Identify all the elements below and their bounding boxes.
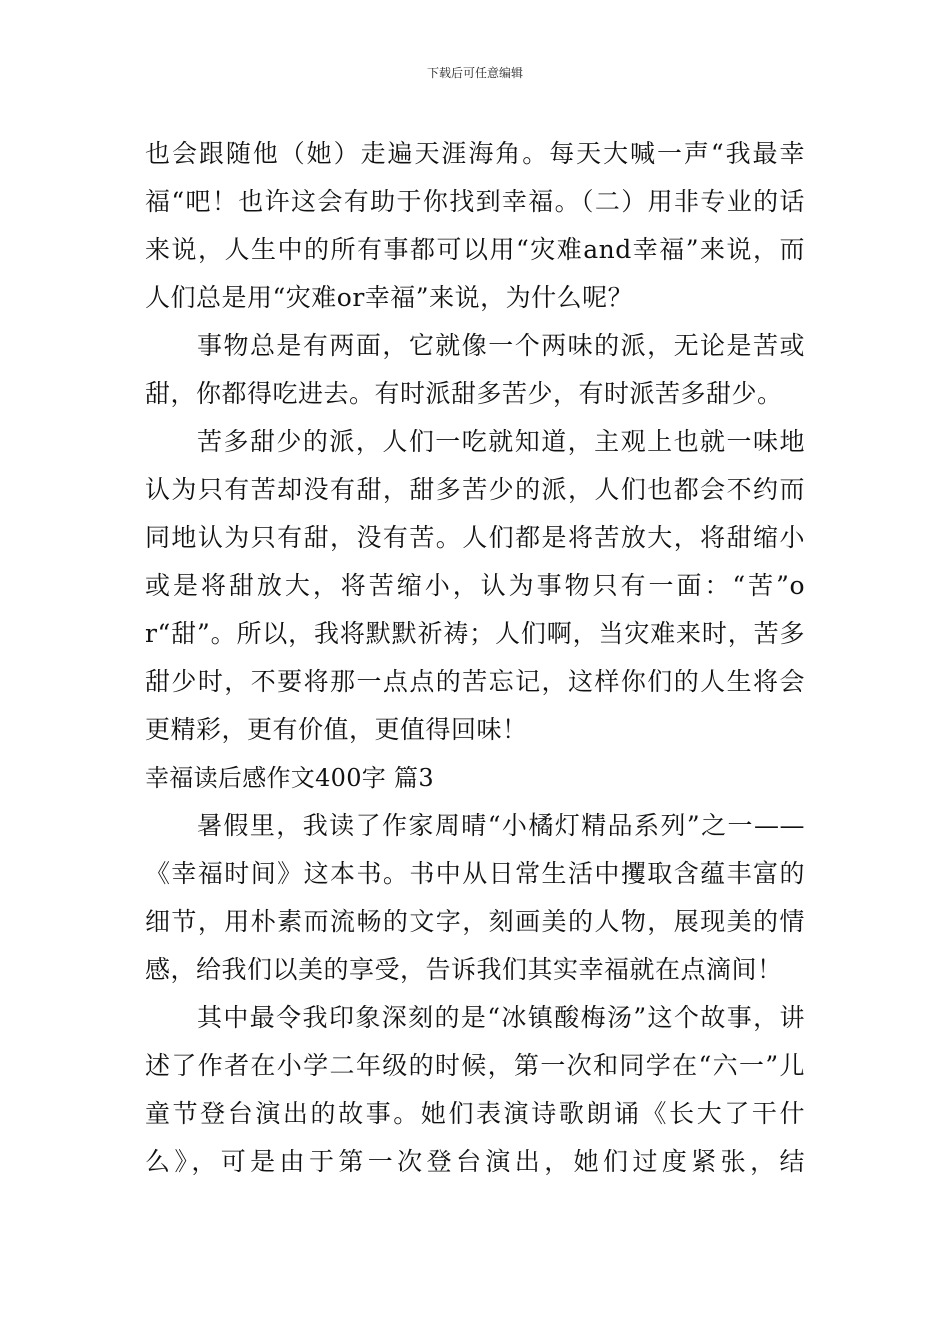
paragraph-5: 其中最令我印象深刻的是“冰镇酸梅汤”这个故事，讲述了作者在小学二年级的时候，第一次和同学在“六一”儿童节登台演出的故事。她们表演诗歌朗诵《长大了干什么》，可是由于第一次登台演出，她们过度紧张，结 [145,1003,805,1176]
page-header-note: 下载后可任意编辑 [426,66,523,80]
paragraph-4: 暑假里，我读了作家周晴“小橘灯精品系列”之一——《幸福时间》这本书。书中从日常生活中攫取含蕴丰富的细节，用朴素而流畅的文字，刻画美的人物，展现美的情感，给我们以美的享受，告诉我们其实幸福就在点滴间！ [145,811,805,984]
section-heading: 幸福读后感作文400字 篇3 [145,764,434,792]
paragraph-3: 苦多甜少的派，人们一吃就知道，主观上也就一味地认为只有苦却没有甜，甜多苦少的派，人们也都会不约而同地认为只有甜，没有苦。人们都是将苦放大，将甜缩小或是将甜放大，将苦缩小，认为事物只有一面：“苦”or“甜”。所以，我将默默祈祷；人们啊，当灾难来时，苦多甜少时，不要将那一点点的苦忘记，这样你们的人生将会更精彩，更有价值，更值得回味！ [145,427,805,744]
paragraph-2: 事物总是有两面，它就像一个两味的派，无论是苦或甜，你都得吃进去。有时派甜多苦少，有时派苦多甜少。 [145,331,805,408]
paragraph-1: 也会跟随他（她）走遍天涯海角。每天大喊一声“我最幸福“吧！也许这会有助于你找到幸福。（二）用非专业的话来说，人生中的所有事都可以用“灾难and幸福”来说，而人们总是用“灾难or幸福”来说，为什么呢？ [145,139,805,312]
document-body [145,130,805,1186]
